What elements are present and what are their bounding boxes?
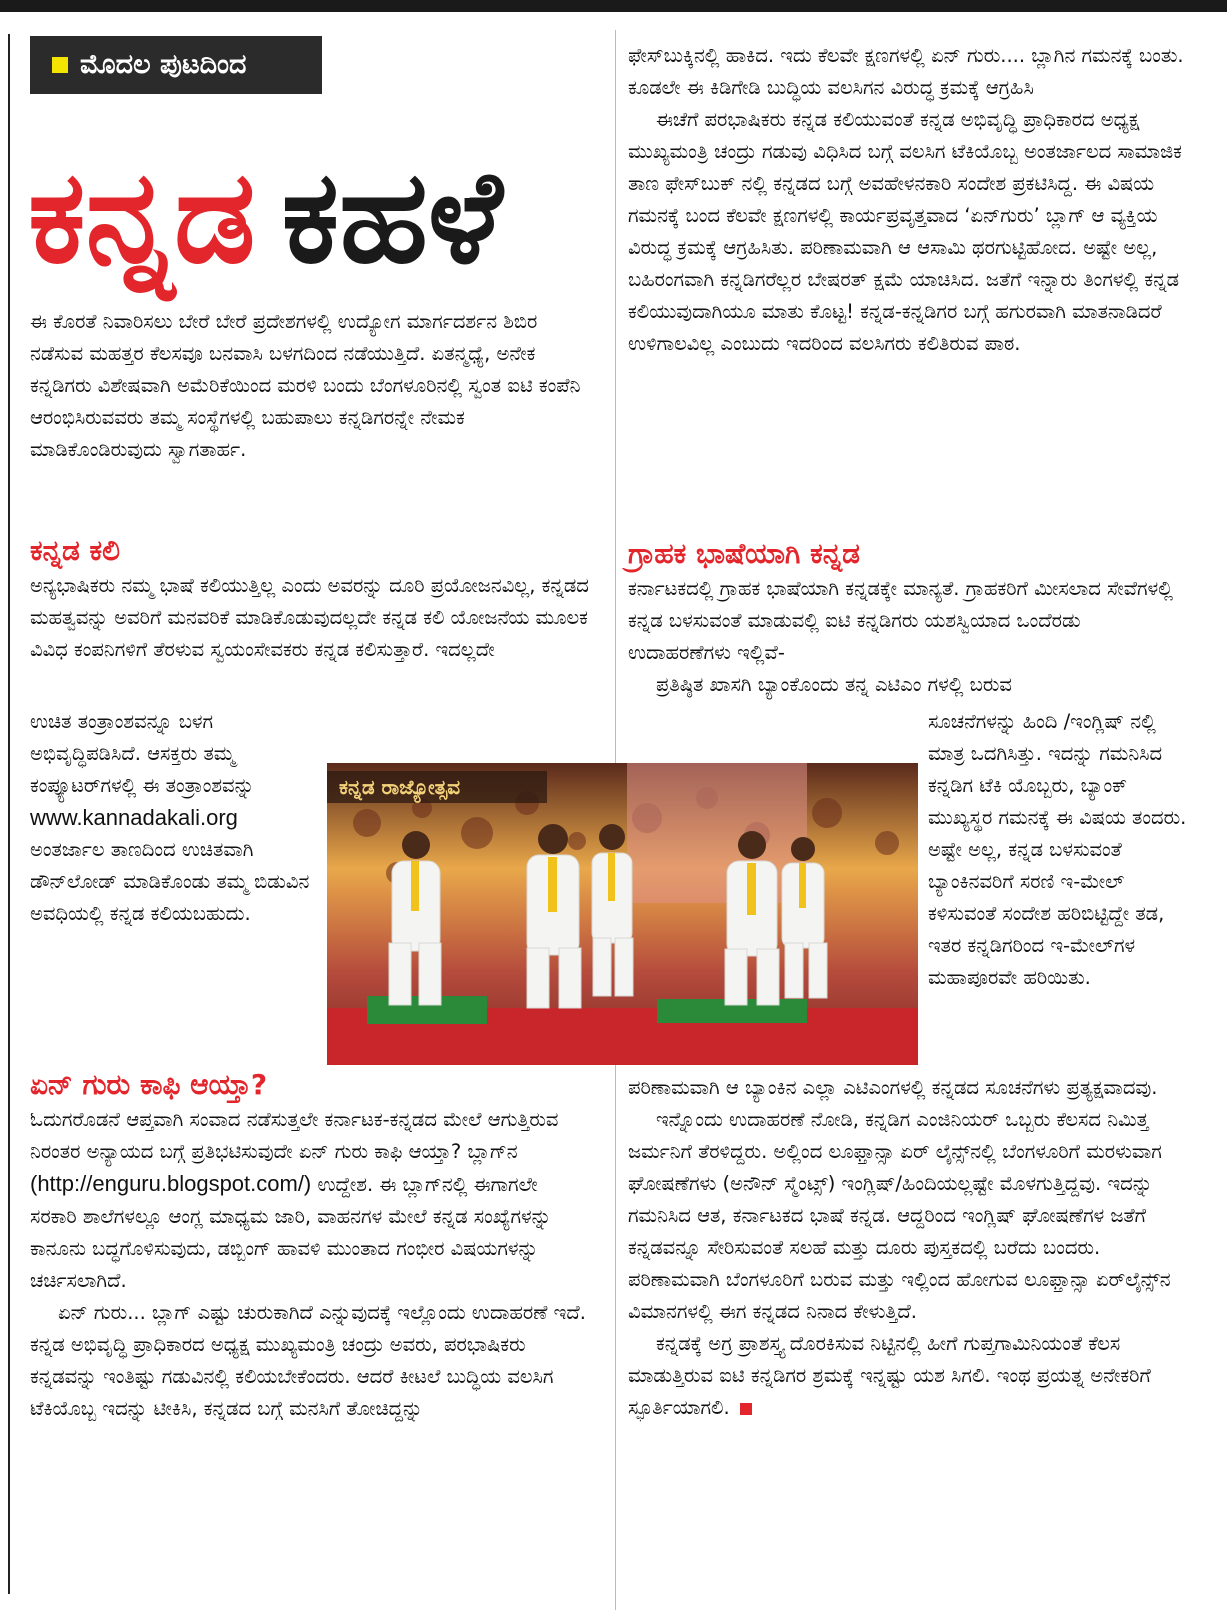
- headline-word-2: ಕಹಳೆ: [281, 143, 503, 292]
- headline-word-1: ಕನ್ನಡ: [28, 143, 256, 292]
- kannada-kali-text-wide: ಅನ್ಯಭಾಷಿಕರು ನಮ್ಮ ಭಾಷೆ ಕಲಿಯುತ್ತಿಲ್ಲ ಎಂದು ಅವರನ್ನು ದೂರಿ ಪ್ರಯೋಜನವಿಲ್ಲ, ಕನ್ನಡದ ಮಹತ್ವವನ್ನು ಅವರಿಗೆ ಮನವರಿಕೆ ಮಾಡಿಕೊಡುವುದಲ್ಲದೇ ಕನ್ನಡ ಕಲಿ ಯೋಜನೆಯ ಮೂಲಕ ವಿವಿಧ ಕಂಪನಿಗಳಿಗೆ ತೆರಳುವ ಸ್ವಯಂಸೇವಕರು ಕನ್ನಡ ಕಲಿಸುತ್ತಾರೆ. ಇದಲ್ಲದೇ: [30, 574, 589, 661]
- photo-banner-text: ಕನ್ನಡ ರಾಜ್ಯೋತ್ಸವ: [339, 775, 461, 799]
- kannada-kali-text-b: ಅಂತರ್ಜಾಲ ತಾಣದಿಂದ ಉಚಿತವಾಗಿ ಡೌನ್‌ಲೋಡ್ ಮಾಡಿಕೊಂಡು ತಮ್ಮ ಬಿಡುವಿನ ಅವಧಿಯಲ್ಲಿ ಕನ್ನಡ ಕಲಿಯಬಹುದು.: [30, 838, 310, 925]
- grahaka-para-2-wide: ಪ್ರತಿಷ್ಠಿತ ಖಾಸಗಿ ಬ್ಯಾಂಕೊಂದು ತನ್ನ ಎಟಿಎಂ ಗಳಲ್ಲಿ ಬರುವ: [656, 673, 1012, 696]
- kannada-kali-wide-block: [30, 570, 590, 666]
- grahaka-wide-block: [628, 573, 1188, 701]
- kannada-kali-text-a: ಉಚಿತ ತಂತ್ರಾಂಶವನ್ನೂ ಬಳಗ ಅಭಿವೃದ್ಧಿಪಡಿಸಿದೆ. ಆಸಕ್ತರು ತಮ್ಮ ಕಂಪ್ಯೂಟರ್‌ಗಳಲ್ಲಿ ಈ ತಂತ್ರಾಂಶವನ್ನು: [30, 710, 255, 797]
- enguru-para-1-after: ಉದ್ದೇಶ. ಈ ಬ್ಲಾಗ್‌ನಲ್ಲಿ ಈಗಾಗಲೇ ಸರಕಾರಿ ಶಾಲೆಗಳಲ್ಲೂ ಆಂಗ್ಲ ಮಾಧ್ಯಮ ಜಾರಿ, ವಾಹನಗಳ ಮೇಲೆ ಕನ್ನಡ ಸಂಖ್ಯೆಗಳನ್ನು ಕಾನೂನು ಬದ್ಧಗೊಳಿಸುವುದು, ಡಬ್ಬಿಂಗ್ ಹಾವಳಿ ಮುಂತಾದ ಗಂಭೀರ ವಿಷಯಗಳನ್ನು ಚರ್ಚಿಸಲಾಗಿದೆ.: [30, 1173, 552, 1292]
- intro-paragraph: ಈ ಕೊರತೆ ನಿವಾರಿಸಲು ಬೇರೆ ಬೇರೆ ಪ್ರದೇಶಗಳಲ್ಲಿ ಉದ್ಯೋಗ ಮಾರ್ಗದರ್ಶನ ಶಿಬಿರ ನಡೆಸುವ ಮಹತ್ತರ ಕೆಲಸವೂ ಬನವಾಸಿ ಬಳಗದಿಂದ ನಡೆಯುತ್ತಿದೆ. ಏತನ್ಮಧ್ಯೆ, ಅನೇಕ ಕನ್ನಡಿಗರು ವಿಶೇಷವಾಗಿ ಅಮೆರಿಕೆಯಿಂದ ಮರಳಿ ಬಂದು ಬೆಂಗಳೂರಿನಲ್ಲಿ ಸ್ವಂತ ಐಟಿ ಕಂಪೆನಿ ಆರಂಭಿಸಿರುವವರು ತಮ್ಮ ಸಂಸ್ಥೆಗಳಲ್ಲಿ ಬಹುಪಾಲು ಕನ್ನಡಿಗರನ್ನೇ ನೇಮಕ ಮಾಡಿಕೊಂಡಿರುವುದು ಸ್ವಾಗತಾರ್ಹ.: [30, 310, 581, 461]
- right-top-para-2: ಈಚೆಗೆ ಪರಭಾಷಿಕರು ಕನ್ನಡ ಕಲಿಯುವಂತೆ ಕನ್ನಡ ಅಭಿವೃದ್ಧಿ ಪ್ರಾಧಿಕಾರದ ಅಧ್ಯಕ್ಷ ಮುಖ್ಯಮಂತ್ರಿ ಚಂದ್ರು ಗಡುವು ವಿಧಿಸಿದ ಬಗ್ಗೆ ವಲಸಿಗ ಟೆಕಿಯೊಬ್ಬ ಅಂತರ್ಜಾಲದ ಸಾಮಾಜಿಕ ತಾಣ ಫೇಸ್‌ಬುಕ್ ನಲ್ಲಿ ಕನ್ನಡದ ಬಗ್ಗೆ ಅವಹೇಳನಕಾರಿ ಸಂದೇಶ ಪ್ರಕಟಿಸಿದ್ದ. ಈ ವಿಷಯ ಗಮನಕ್ಕೆ ಬಂದ ಕೆಲವೇ ಕ್ಷಣಗಳಲ್ಲಿ ಕಾರ್ಯಪ್ರವೃತ್ತವಾದ ‘ಏನ್‌ಗುರು’ ಬ್ಲಾಗ್ ಆ ವ್ಯಕ್ತಿಯ ವಿರುದ್ಧ ಕ್ರಮಕ್ಕೆ ಆಗ್ರಹಿಸಿತು. ಪರಿಣಾಮವಾಗಿ ಆ ಆಸಾಮಿ ಥರಗುಟ್ಟಿಹೋದ. ಅಷ್ಟೇ ಅಲ್ಲ, ಬಹಿರಂಗವಾಗಿ ಕನ್ನಡಿಗರೆಲ್ಲರ ಬೇಷರತ್ ಕ್ಷಮೆ ಯಾಚಿಸಿದ. ಜತೆಗೆ ಇನ್ನಾರು ತಿಂಗಳಲ್ಲಿ ಕನ್ನಡ ಕಲಿಯುವುದಾಗಿಯೂ ಮಾತು ಕೊಟ್ಟ! ಕನ್ನಡ-ಕನ್ನಡಿಗರ ಬಗ್ಗೆ ಹಗುರವಾಗಿ ಮಾತನಾಡಿದರೆ ಉಳಿಗಾಲವಿಲ್ಲ ಎಂಬುದು ಇದರಿಂದ ವಲಸಿಗರು ಕಲಿತಿರುವ ಪಾಠ.: [628, 108, 1182, 355]
- kannada-kali-heading: ಕನ್ನಡ ಕಲಿ: [30, 534, 120, 567]
- end-mark-icon: [740, 1403, 752, 1415]
- grahaka-para-1: ಕರ್ನಾಟಕದಲ್ಲಿ ಗ್ರಾಹಕ ಭಾಷೆಯಾಗಿ ಕನ್ನಡಕ್ಕೇ ಮಾನ್ಯತೆ. ಗ್ರಾಹಕರಿಗೆ ಮೀಸಲಾದ ಸೇವೆಗಳಲ್ಲಿ ಕನ್ನಡ ಬಳಸುವಂತೆ ಮಾಡುವಲ್ಲಿ ಐಟಿ ಕನ್ನಡಿಗರು ಯಶಸ್ವಿಯಾದ ಒಂದೆರಡು ಉದಾಹರಣೆಗಳು ಇಲ್ಲಿವೆ-: [628, 577, 1173, 664]
- grahaka-para-2-end: ಪರಿಣಾಮವಾಗಿ ಆ ಬ್ಯಾಂಕಿನ ಎಲ್ಲಾ ಎಟಿಎಂಗಳಲ್ಲಿ ಕನ್ನಡದ ಸೂಚನೆಗಳು ಪ್ರತ್ಯಕ್ಷವಾದವು.: [628, 1076, 1158, 1099]
- tag-square-icon: [52, 57, 68, 73]
- grahaka-para-3: ಇನ್ನೊಂದು ಉದಾಹರಣೆ ನೋಡಿ, ಕನ್ನಡಿಗ ಎಂಜಿನಿಯರ್ ಒಬ್ಬರು ಕೆಲಸದ ನಿಮಿತ್ತ ಜರ್ಮನಿಗೆ ತೆರಳಿದ್ದರು. ಅಲ್ಲಿಂದ ಲೂಫ್ತಾನ್ಸಾ ಏರ್ ಲೈನ್ಸ್‌ನಲ್ಲಿ ಬೆಂಗಳೂರಿಗೆ ಮರಳುವಾಗ ಘೋಷಣೆಗಳು (ಅನೌನ್ ಸ್ಮೆಂಟ್ಸ್) ಇಂಗ್ಲಿಷ್/ಹಿಂದಿಯಲ್ಲಷ್ಟೇ ಮೊಳಗುತ್ತಿದ್ದವು. ಇದನ್ನು ಗಮನಿಸಿದ ಆತ, ಕರ್ನಾಟಕದ ಭಾಷೆ ಕನ್ನಡ. ಆದ್ದರಿಂದ ಇಂಗ್ಲಿಷ್ ಘೋಷಣೆಗಳ ಜತೆಗೆ ಕನ್ನಡವನ್ನೂ ಸೇರಿಸುವಂತೆ ಸಲಹೆ ಮತ್ತು ದೂರು ಪುಸ್ತಕದಲ್ಲಿ ಬರೆದು ಬಂದರು. ಪರಿಣಾಮವಾಗಿ ಬೆಂಗಳೂರಿಗೆ ಬರುವ ಮತ್ತು ಇಲ್ಲಿಂದ ಹೋಗುವ ಲೂಫ್ತಾನ್ಸಾ ಏರ್‌ಲೈನ್ಸ್‌ನ ವಿಮಾನಗಳಲ್ಲಿ ಈಗ ಕನ್ನಡದ ನಿನಾದ ಕೇಳುತ್ತಿದೆ.: [628, 1108, 1171, 1323]
- headline: [28, 118, 503, 318]
- enguru-heading: ಏನ್ ಗುರು ಕಾಫಿ ಆಯ್ತಾ?: [30, 1068, 268, 1101]
- section-tag-label: ಮೊದಲ ಪುಟದಿಂದ: [80, 49, 247, 80]
- top-border: [0, 0, 1227, 12]
- dance-photo: [327, 763, 918, 1065]
- grahaka-para-4-text: ಕನ್ನಡಕ್ಕೆ ಅಗ್ರ ಪ್ರಾಶಸ್ತ್ಯ ದೊರಕಿಸುವ ನಿಟ್ಟಿನಲ್ಲಿ ಹೀಗೆ ಗುಪ್ತಗಾಮಿನಿಯಂತೆ ಕೆಲಸ ಮಾಡುತ್ತಿರುವ ಐಟಿ ಕನ್ನಡಿಗರ ಶ್ರಮಕ್ಕೆ ಇನ್ನಷ್ಟು ಯಶ ಸಿಗಲಿ. ಇಂಥ ಪ್ರಯತ್ನ ಅನೇಕರಿಗೆ ಸ್ಫೂರ್ತಿಯಾಗಲಿ.: [628, 1332, 1151, 1419]
- kannada-kali-narrow-block: [30, 706, 315, 930]
- grahaka-para-4: [628, 1328, 1188, 1424]
- section-tag: [30, 36, 322, 94]
- dance-photo-illustration: [327, 763, 918, 1065]
- enguru-para-1: [30, 1104, 590, 1297]
- enguru-url: (http://enguru.blogspot.com/): [30, 1171, 312, 1196]
- grahaka-heading: ಗ್ರಾಹಕ ಭಾಷೆಯಾಗಿ ಕನ್ನಡ: [628, 537, 860, 570]
- left-border: [8, 34, 10, 1594]
- right-top-para-1: ಫೇಸ್‌ಬುಕ್ಕಿನಲ್ಲಿ ಹಾಕಿದ. ಇದು ಕೆಲವೇ ಕ್ಷಣಗಳಲ್ಲಿ ಏನ್ ಗುರು.... ಬ್ಲಾಗಿನ ಗಮನಕ್ಕೆ ಬಂತು. ಕೂಡಲೇ ಈ ಕಿಡಿಗೇಡಿ ಬುದ್ಧಿಯ ವಲಸಿಗನ ವಿರುದ್ಧ ಕ್ರಮಕ್ಕೆ ಆಗ್ರಹಿಸಿ: [628, 44, 1184, 99]
- kannada-kali-url: www.kannadakali.org: [30, 805, 238, 830]
- enguru-block: [30, 1104, 590, 1425]
- enguru-para-2: ಏನ್ ಗುರು... ಬ್ಲಾಗ್ ಎಷ್ಟು ಚುರುಕಾಗಿದೆ ಎನ್ನುವುದಕ್ಕೆ ಇಲ್ಲೊಂದು ಉದಾಹರಣೆ ಇದೆ. ಕನ್ನಡ ಅಭಿವೃದ್ಧಿ ಪ್ರಾಧಿಕಾರದ ಅಧ್ಯಕ್ಷ ಮುಖ್ಯಮಂತ್ರಿ ಚಂದ್ರು ಅವರು, ಪರಭಾಷಿಕರು ಕನ್ನಡವನ್ನು ಇಂತಿಷ್ಟು ಗಡುವಿನಲ್ಲಿ ಕಲಿಯಬೇಕೆಂದರು. ಆದರೆ ಕೀಟಲೆ ಬುದ್ಧಿಯ ವಲಸಿಗ ಟೆಕಿಯೊಬ್ಬ ಇದನ್ನು ಟೀಕಿಸಿ, ಕನ್ನಡದ ಬಗ್ಗೆ ಮನಸಿಗೆ ತೋಚಿದ್ದನ್ನು: [30, 1301, 586, 1420]
- right-top-block: [628, 40, 1188, 360]
- grahaka-bottom-block: [628, 1072, 1188, 1424]
- enguru-para-1-before: ಓದುಗರೊಡನೆ ಆಪ್ತವಾಗಿ ಸಂವಾದ ನಡೆಸುತ್ತಲೇ ಕರ್ನಾಟಕ-ಕನ್ನಡದ ಮೇಲೆ ಆಗುತ್ತಿರುವ ನಿರಂತರ ಅನ್ಯಾಯದ ಬಗ್ಗೆ ಪ್ರತಿಭಟಿಸುವುದೇ ಏನ್ ಗುರು ಕಾಫಿ ಆಯ್ತಾ? ಬ್ಲಾಗ್‌ನ: [30, 1108, 559, 1163]
- grahaka-para-2-narrow: ಸೂಚನೆಗಳನ್ನು ಹಿಂದಿ /ಇಂಗ್ಲಿಷ್ ನಲ್ಲಿ ಮಾತ್ರ ಒದಗಿಸಿತ್ತು. ಇದನ್ನು ಗಮನಿಸಿದ ಕನ್ನಡಿಗ ಟೆಕಿ ಯೊಬ್ಬರು, ಬ್ಯಾಂಕ್ ಮುಖ್ಯಸ್ಥರ ಗಮನಕ್ಕೆ ಈ ವಿಷಯ ತಂದರು. ಅಷ್ಟೇ ಅಲ್ಲ, ಕನ್ನಡ ಬಳಸುವಂತೆ ಬ್ಯಾಂಕಿನವರಿಗೆ ಸರಣಿ ಇ-ಮೇಲ್ ಕಳಿಸುವಂತೆ ಸಂದೇಶ ಹರಿಬಿಟ್ಟಿದ್ದೇ ತಡ, ಇತರ ಕನ್ನಡಿಗರಿಂದ ಇ-ಮೇಲ್‌ಗಳ ಮಹಾಪೂರವೇ ಹರಿಯಿತು.: [928, 710, 1187, 989]
- grahaka-narrow-block: [928, 706, 1190, 994]
- intro-paragraph-block: [30, 306, 590, 466]
